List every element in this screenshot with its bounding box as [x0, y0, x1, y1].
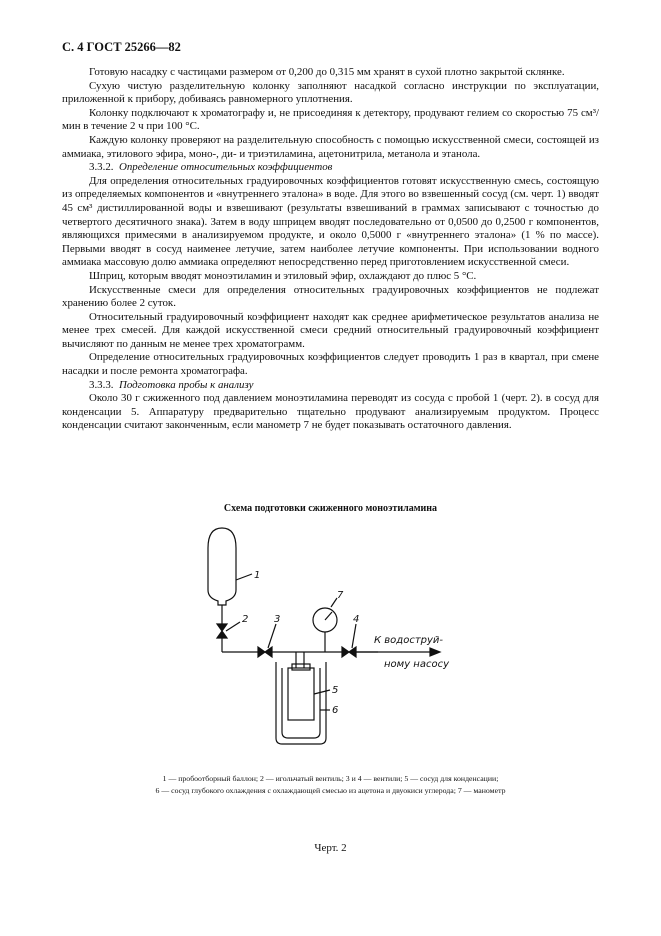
figure-title: Схема подготовки сжиженного моноэтиламина [223, 503, 438, 514]
label-4: 4 [353, 614, 360, 625]
label-3: 3 [274, 614, 281, 625]
paragraph: Определение относительных градуировочных коэффициентов следует проводить 1 раз в квартал, при смене насадки и после ремонта хроматографа. [62, 351, 599, 378]
label-2: 2 [242, 614, 249, 625]
figure-label: Черт. 2 [314, 842, 347, 854]
valve-4-icon [342, 647, 356, 657]
paragraph: Искусственные смеси для определения относительных градуировочных коэффициентов не подлежат хранению более 2 суток. [62, 283, 599, 310]
paragraph: Шприц, которым вводят моноэтиламин и этиловый эфир, охлаждают до плюс 5 °С. [89, 269, 477, 282]
section-title: Определение относительных коэффициентов [118, 161, 333, 174]
section-number: 3.3.2. [89, 161, 114, 174]
label-7: 7 [337, 590, 344, 601]
paragraph: Сухую чистую разделительную колонку заполняют насадкой согласно инструкции по эксплуатации, приложенной к прибору, добиваясь равномерного уплотнения. [62, 79, 599, 106]
label-6: 6 [332, 705, 339, 716]
sampling-cylinder [208, 528, 236, 605]
caption-line: 6 — сосуд глубокого охлаждения с охлаждающей смесью из ацетона и двуокиси углерода; 7 — манометр [155, 786, 506, 795]
paragraph: Колонку подключают к хроматографу и, не присоединяя к детектору, продувают гелием со скоростью 75 см³/мин в течение 2 ч при 100 °С. [62, 106, 599, 133]
figure-caption [62, 773, 599, 797]
label-5: 5 [332, 685, 339, 696]
paragraph: Относительный градуировочный коэффициент находят как среднее арифметическое результатов анализа не менее трех смесей. Для каждой искусственной смеси средний относительный градуировочный коэффициент вычисляют по данным не менее трех хроматограмм. [62, 310, 599, 350]
section-number: 3.3.3. [89, 378, 114, 391]
page-header: С. 4 ГОСТ 25266—82 [62, 40, 181, 54]
paragraph: Для определения относительных градуировочных коэффициентов готовят искусственную смесь, состоящую из определяемых компонентов и «внутреннего эталона» в воде. Для этого во взвешенный сосуд (см. черт. 1) вводят 45 см³ дистиллированной воды и взвешивают (результаты взвешиваний в граммах записывают с точностью до четвертого десятичного знака). Затем в воду шприцем вводят последовательно от 0,0500 до 0,2500 г компонентов, являющихся примесями в анализируемом продукте, и около 0,5000 г «внутреннего эталона» (1 % по массе). Первыми вводят в сосуд наименее летучие, затем наиболее летучие компоненты. При использовании водного аммиака массовую долю аммиака определяют непосредственно перед приготовлением искусственной смеси. [62, 174, 599, 269]
paragraph: Около 30 г сжиженного под давлением моноэтиламина переводят из сосуда с пробой 1 (черт. 2). в сосуд для конденсации 5. Аппаратуру предварительно тщательно продувают анализируемым продуктом. Процесс конденсации считают законченным, если манометр 7 не будет показывать остаточного давления. [62, 392, 599, 432]
paragraph: Готовую насадку с частицами размером от 0,200 до 0,315 мм хранят в сухой плотно закрытой склянке. [89, 66, 565, 78]
label-1: 1 [254, 570, 261, 581]
caption-line: 1 — пробоотборный баллон; 2 — игольчатый вентиль; 3 и 4 — вентили; 5 — сосуд для конденсации; [162, 774, 499, 783]
cooling-dewar [276, 662, 326, 744]
paragraph: Каждую колонку проверяют на разделительную способность с помощью искусственной смеси, состоящей из аммиака, этилового эфира, моно-, ди- и триэтиламина, ацетонитрила, метанола и этанола. [62, 133, 599, 160]
arrow-text-1: К водоструй- [374, 635, 444, 646]
section-title: Подготовка пробы к анализу [118, 378, 254, 391]
arrow-text-2: ному насосу [384, 659, 449, 670]
valve-3-icon [258, 647, 272, 657]
needle-valve-icon [217, 624, 227, 638]
condensation-vessel [288, 668, 314, 720]
arrow-head-icon [430, 648, 440, 656]
